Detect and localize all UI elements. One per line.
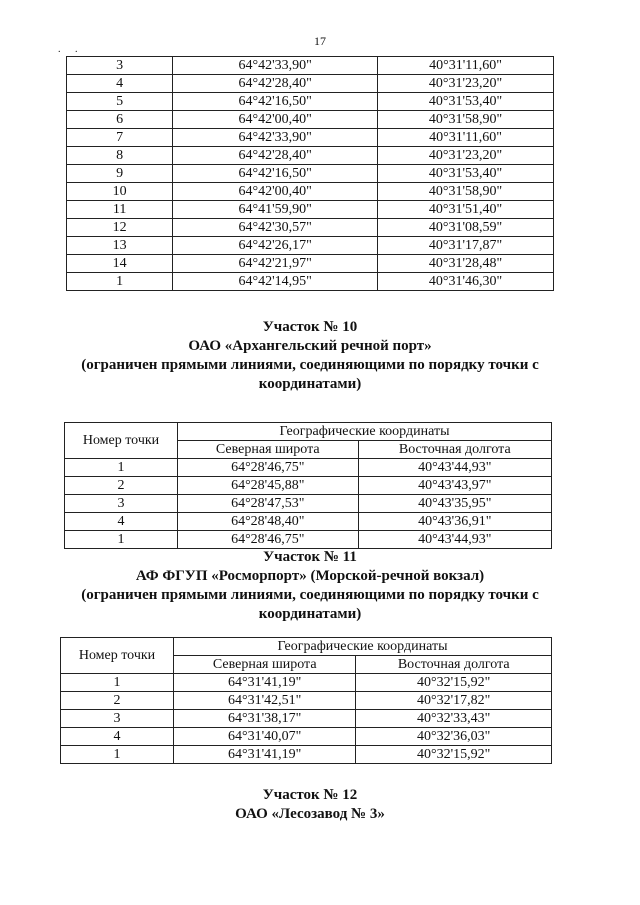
latitude-cell: 64°42'33,90" <box>173 129 378 147</box>
point-number: 3 <box>67 57 173 75</box>
longitude-cell: 40°31'23,20" <box>378 75 554 93</box>
table-row <box>61 710 552 728</box>
point-number: 10 <box>67 183 173 201</box>
table-row <box>61 746 552 764</box>
latitude-cell: 64°28'47,53" <box>178 495 359 513</box>
longitude-cell: 40°43'36,91" <box>358 513 551 531</box>
point-number: 4 <box>65 513 178 531</box>
longitude-cell: 40°43'44,93" <box>358 459 551 477</box>
point-number: 7 <box>67 129 173 147</box>
longitude-cell: 40°31'53,40" <box>378 165 554 183</box>
table-row <box>61 674 552 692</box>
margin-marks: . . <box>58 44 84 55</box>
point-number: 3 <box>61 710 174 728</box>
point-number: 5 <box>67 93 173 111</box>
table-row <box>67 93 554 111</box>
section-note: (ограничен прямыми линиями, соединяющими по порядку точки с <box>81 357 539 373</box>
table-body <box>65 459 552 549</box>
table-row <box>67 57 554 75</box>
latitude-cell: 64°28'48,40" <box>178 513 359 531</box>
latitude-cell: 64°41'59,90" <box>173 201 378 219</box>
longitude-cell: 40°31'53,40" <box>378 93 554 111</box>
section-10-heading <box>60 318 560 394</box>
longitude-cell: 40°31'58,90" <box>378 183 554 201</box>
latitude-cell: 64°42'16,50" <box>173 165 378 183</box>
section-12-heading <box>60 786 560 824</box>
table-row <box>67 273 554 291</box>
table-body <box>67 57 554 291</box>
table-row <box>67 237 554 255</box>
column-header-geo: Географические координаты <box>174 638 552 656</box>
table-row <box>61 728 552 746</box>
point-number: 9 <box>67 165 173 183</box>
table-row <box>67 165 554 183</box>
section-11-heading <box>60 548 560 624</box>
table-row <box>67 255 554 273</box>
point-number: 1 <box>65 531 178 549</box>
table-row <box>65 495 552 513</box>
section-note: (ограничен прямыми линиями, соединяющими по порядку точки с <box>81 587 539 603</box>
point-number: 3 <box>65 495 178 513</box>
latitude-cell: 64°28'46,75" <box>178 531 359 549</box>
longitude-cell: 40°31'28,48" <box>378 255 554 273</box>
column-header-lat: Северная широта <box>174 656 356 674</box>
table-row <box>67 219 554 237</box>
column-header-geo: Географические координаты <box>178 423 552 441</box>
table-row <box>67 201 554 219</box>
section-11-table <box>60 637 552 764</box>
point-number: 2 <box>65 477 178 495</box>
column-header-number: Номер точки <box>61 638 174 674</box>
table-body <box>61 674 552 764</box>
longitude-cell: 40°32'33,43" <box>356 710 552 728</box>
point-number: 6 <box>67 111 173 129</box>
longitude-cell: 40°32'15,92" <box>356 746 552 764</box>
table-row <box>67 147 554 165</box>
table-row <box>65 477 552 495</box>
latitude-cell: 64°31'38,17" <box>174 710 356 728</box>
point-number: 8 <box>67 147 173 165</box>
latitude-cell: 64°42'00,40" <box>173 111 378 129</box>
table-row <box>67 183 554 201</box>
section-note-cont: координатами) <box>258 606 362 622</box>
latitude-cell: 64°42'26,17" <box>173 237 378 255</box>
column-header-lon: Восточная долгота <box>358 441 551 459</box>
point-number: 1 <box>61 674 174 692</box>
latitude-cell: 64°42'21,97" <box>173 255 378 273</box>
longitude-cell: 40°32'17,82" <box>356 692 552 710</box>
page-number: 17 <box>314 34 326 48</box>
section-title: Участок № 10 <box>262 319 358 335</box>
longitude-cell: 40°43'44,93" <box>358 531 551 549</box>
point-number: 12 <box>67 219 173 237</box>
table-row <box>67 111 554 129</box>
longitude-cell: 40°43'43,97" <box>358 477 551 495</box>
longitude-cell: 40°32'36,03" <box>356 728 552 746</box>
longitude-cell: 40°31'11,60" <box>378 57 554 75</box>
table-row <box>65 531 552 549</box>
section-org: ОАО «Архангельский речной порт» <box>188 338 432 354</box>
point-number: 11 <box>67 201 173 219</box>
latitude-cell: 64°31'40,07" <box>174 728 356 746</box>
latitude-cell: 64°31'41,19" <box>174 746 356 764</box>
table-row <box>67 75 554 93</box>
point-number: 1 <box>67 273 173 291</box>
section-org: ОАО «Лесозавод № 3» <box>235 806 385 822</box>
longitude-cell: 40°32'15,92" <box>356 674 552 692</box>
latitude-cell: 64°42'00,40" <box>173 183 378 201</box>
latitude-cell: 64°28'46,75" <box>178 459 359 477</box>
latitude-cell: 64°31'42,51" <box>174 692 356 710</box>
point-number: 1 <box>65 459 178 477</box>
latitude-cell: 64°28'45,88" <box>178 477 359 495</box>
column-header-lat: Северная широта <box>178 441 359 459</box>
latitude-cell: 64°31'41,19" <box>174 674 356 692</box>
point-number: 13 <box>67 237 173 255</box>
point-number: 2 <box>61 692 174 710</box>
column-header-number: Номер точки <box>65 423 178 459</box>
longitude-cell: 40°31'17,87" <box>378 237 554 255</box>
latitude-cell: 64°42'16,50" <box>173 93 378 111</box>
latitude-cell: 64°42'28,40" <box>173 147 378 165</box>
section-note-cont: координатами) <box>258 376 362 392</box>
longitude-cell: 40°31'46,30" <box>378 273 554 291</box>
table-row <box>65 513 552 531</box>
section-title: Участок № 12 <box>262 787 358 803</box>
longitude-cell: 40°43'35,95" <box>358 495 551 513</box>
longitude-cell: 40°31'08,59" <box>378 219 554 237</box>
latitude-cell: 64°42'33,90" <box>173 57 378 75</box>
section-org: АФ ФГУП «Росморпорт» (Морской-речной вокзал) <box>135 568 485 584</box>
longitude-cell: 40°31'23,20" <box>378 147 554 165</box>
section-title: Участок № 11 <box>263 549 357 565</box>
section-10-table <box>64 422 552 549</box>
column-header-lon: Восточная долгота <box>356 656 552 674</box>
point-number: 4 <box>67 75 173 93</box>
longitude-cell: 40°31'51,40" <box>378 201 554 219</box>
longitude-cell: 40°31'58,90" <box>378 111 554 129</box>
latitude-cell: 64°42'14,95" <box>173 273 378 291</box>
longitude-cell: 40°31'11,60" <box>378 129 554 147</box>
latitude-cell: 64°42'30,57" <box>173 219 378 237</box>
coordinates-table-continued <box>66 56 554 291</box>
table-row <box>65 459 552 477</box>
point-number: 4 <box>61 728 174 746</box>
table-row <box>61 692 552 710</box>
point-number: 14 <box>67 255 173 273</box>
latitude-cell: 64°42'28,40" <box>173 75 378 93</box>
point-number: 1 <box>61 746 174 764</box>
table-row <box>67 129 554 147</box>
